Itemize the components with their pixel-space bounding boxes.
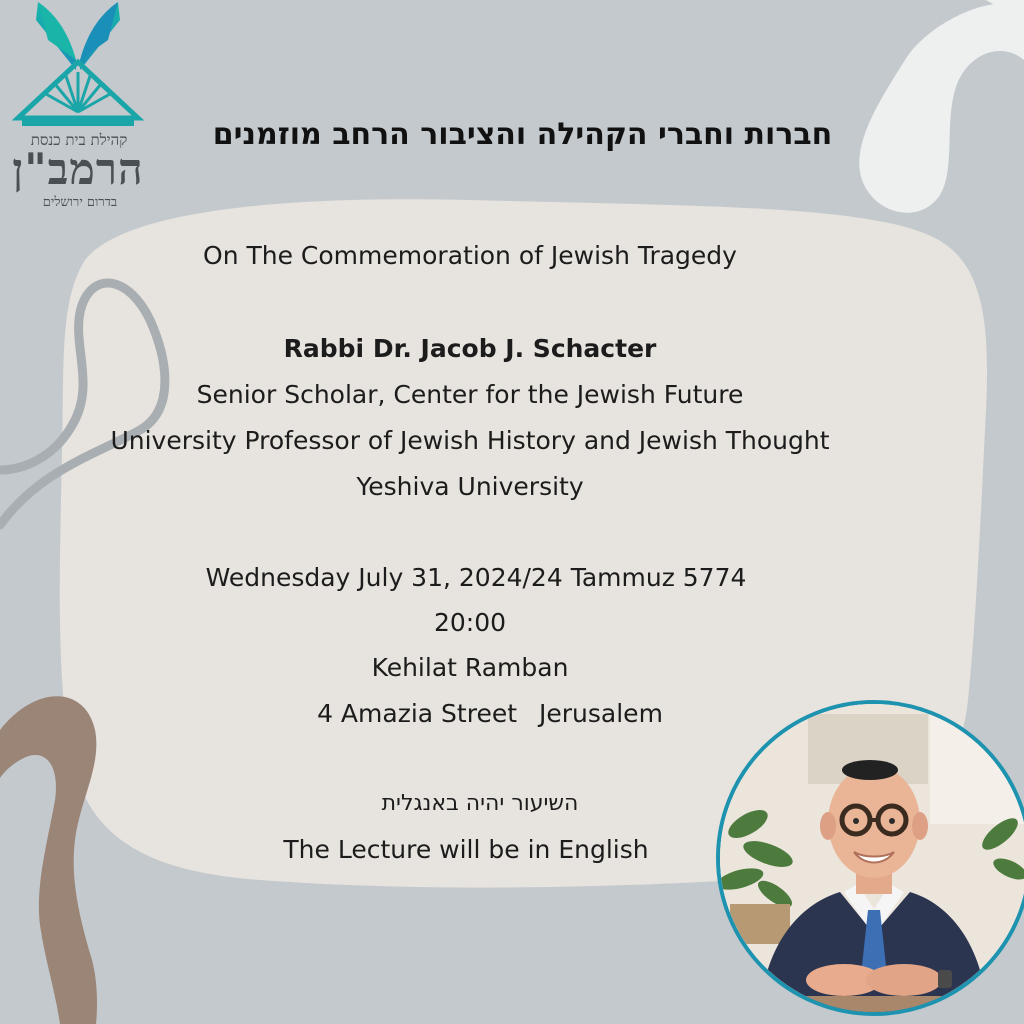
event-venue: Kehilat Ramban bbox=[371, 653, 569, 682]
synagogue-logo bbox=[8, 0, 148, 216]
lecture-language-english: The Lecture will be in English bbox=[283, 835, 649, 864]
speaker-title-line2: University Professor of Jewish History and Jewish Thought bbox=[110, 426, 830, 455]
speaker-institution: Yeshiva University bbox=[356, 472, 584, 501]
logo-text-line1: קהילת בית כנסת bbox=[30, 131, 128, 149]
logo-text-name: הרמב"ן bbox=[12, 145, 144, 195]
open-book-logo-icon bbox=[8, 0, 148, 135]
white-swoosh-shape bbox=[859, 4, 1024, 213]
event-time: 20:00 bbox=[433, 608, 507, 637]
logo-text-location: בדרום ירושלים bbox=[42, 195, 118, 210]
speaker-portrait-photo bbox=[716, 700, 1024, 1016]
event-date: Wednesday July 31, 2024/24 Tammuz 5774 bbox=[205, 563, 747, 592]
speaker-title-line1: Senior Scholar, Center for the Jewish Future bbox=[196, 380, 744, 409]
speaker-name: Rabbi Dr. Jacob J. Schacter bbox=[283, 334, 657, 363]
lecture-language-hebrew: השיעור יהיה באנגלית bbox=[381, 791, 579, 816]
address-street: 4 Amazia Street bbox=[317, 699, 518, 728]
hebrew-invitation-headline: חברות וחברי הקהילה והציבור הרחב מוזמנים bbox=[212, 117, 833, 152]
lecture-topic: On The Commemoration of Jewish Tragedy bbox=[203, 241, 737, 270]
address-city: Jerusalem bbox=[539, 699, 663, 728]
